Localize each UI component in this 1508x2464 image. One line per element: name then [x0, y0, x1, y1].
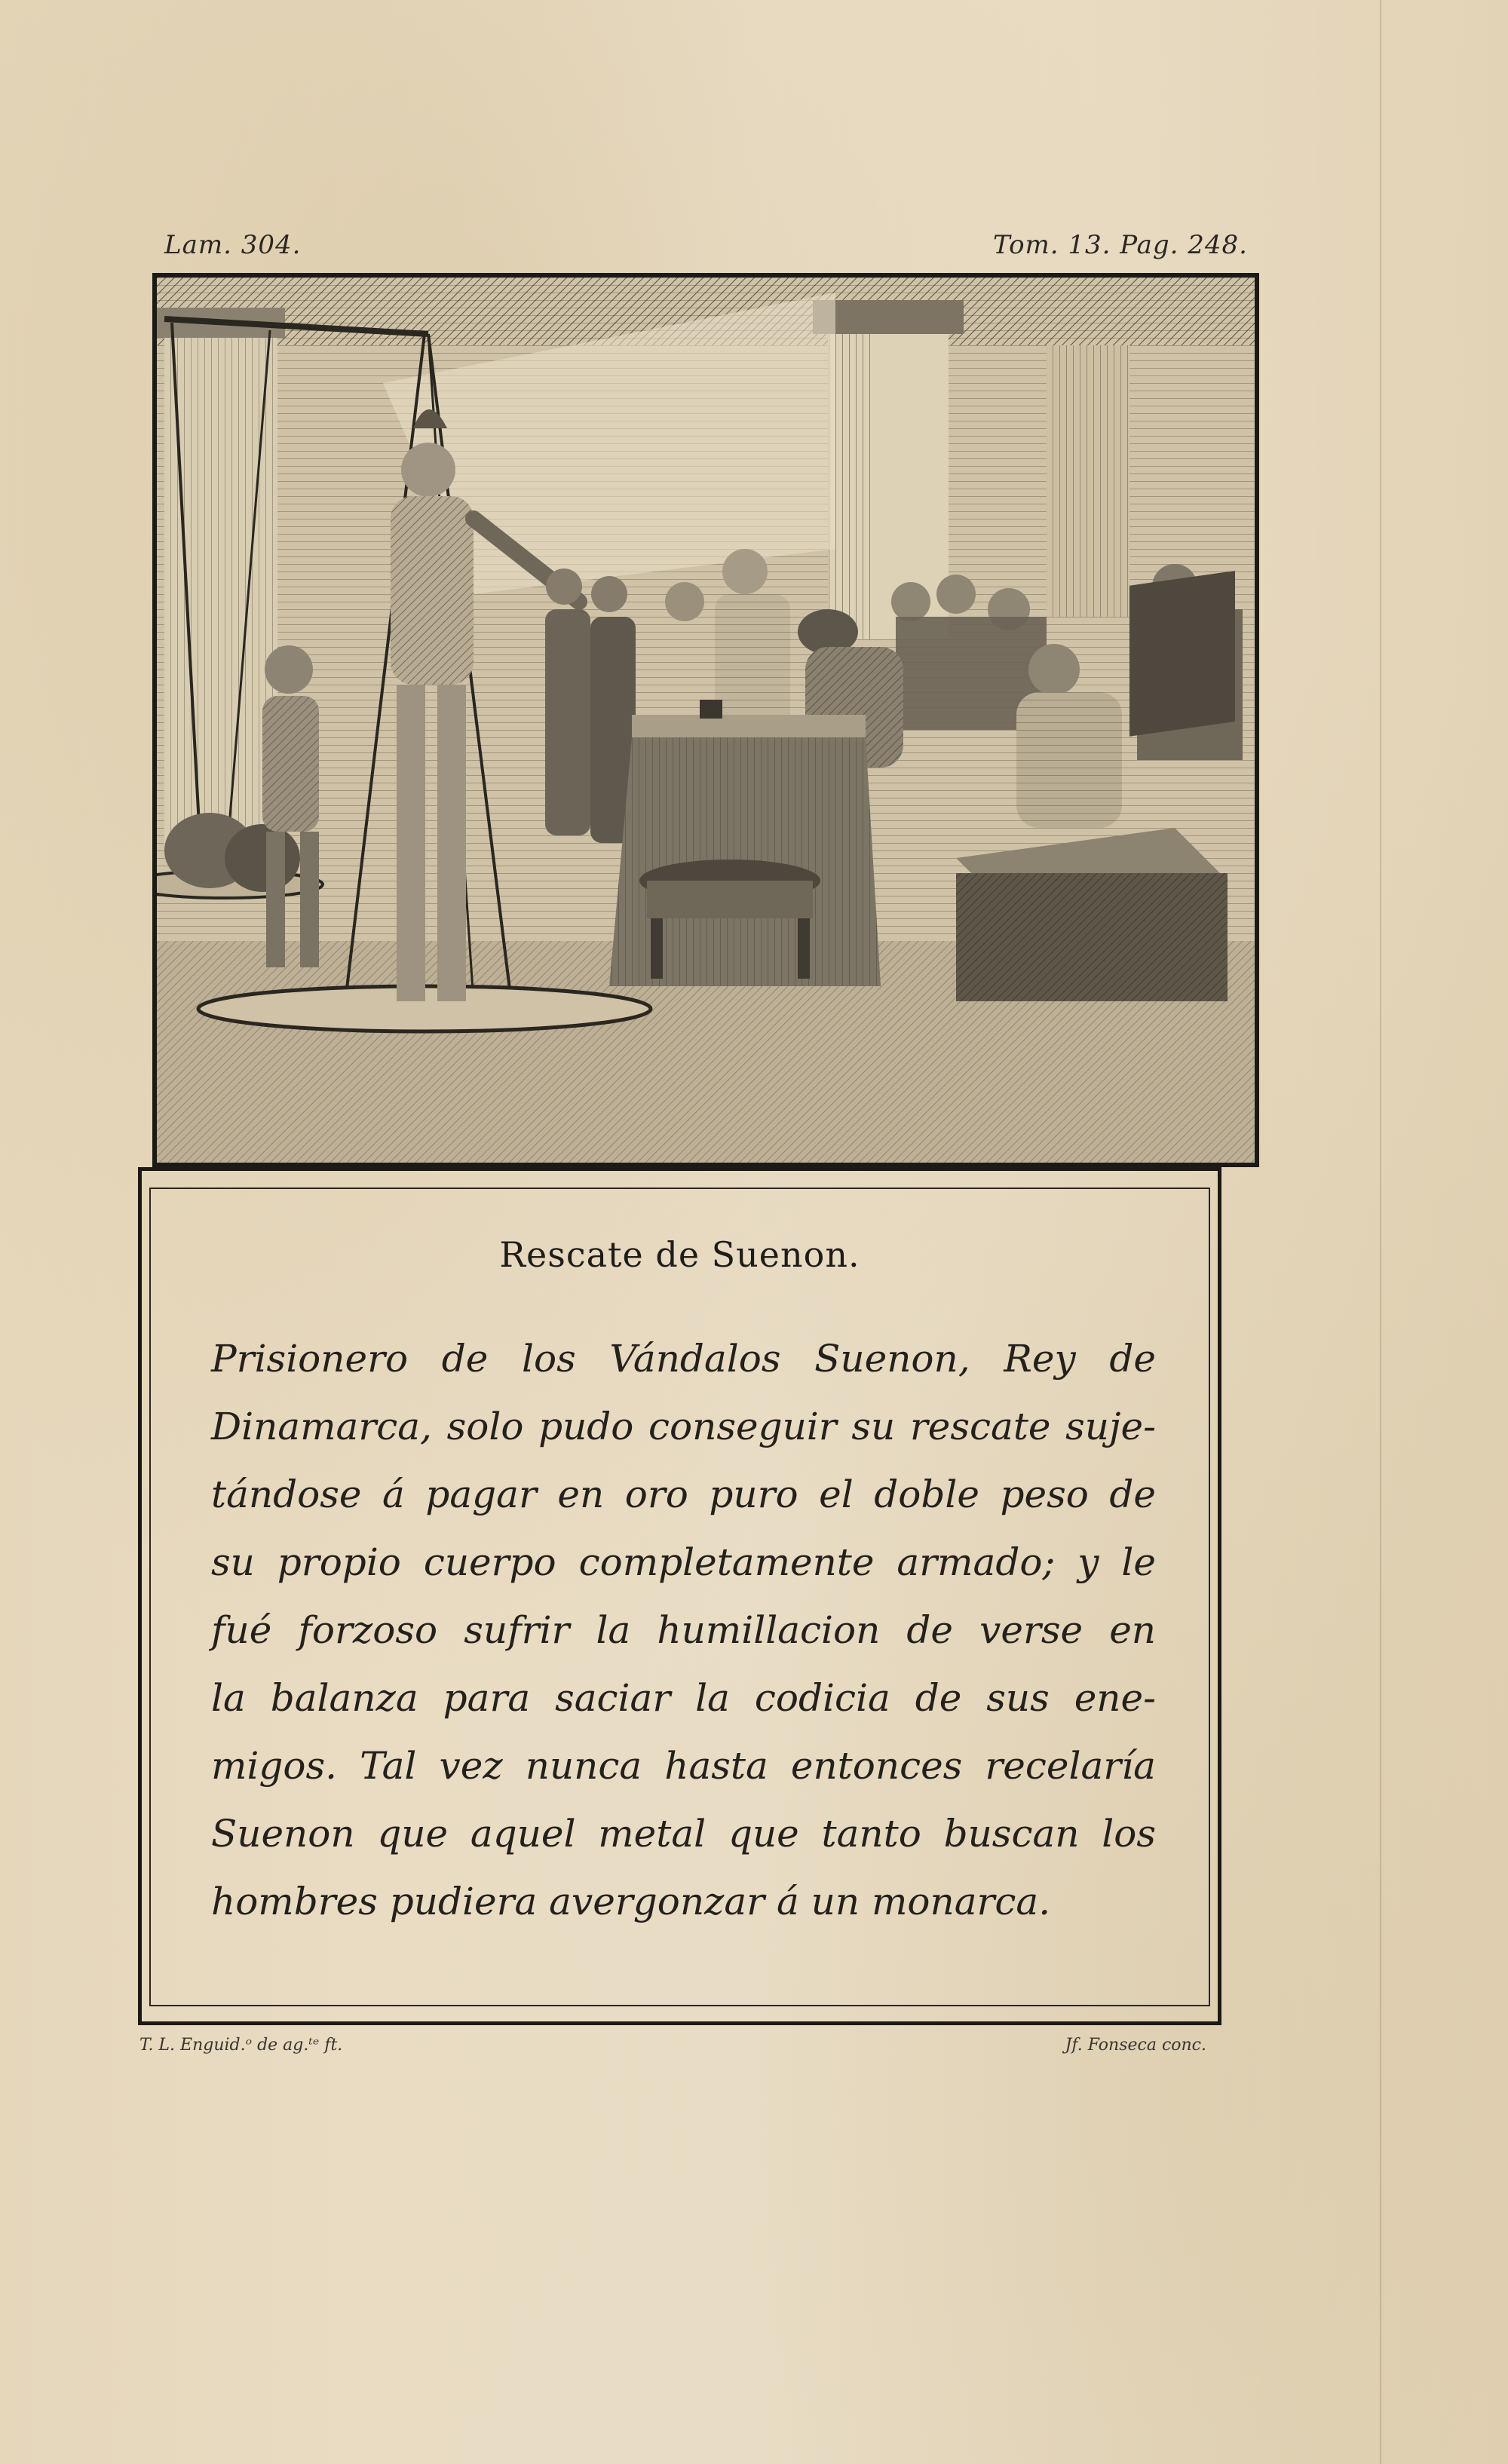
caption-line: Prisionero de los Vándalos Suenon, Rey de [211, 1337, 1156, 1381]
caption-line: hombres pudiera avergonzar á un monarca. [211, 1880, 1051, 1923]
plate-number: Lam. 304. [164, 230, 302, 260]
caption-line: Dinamarca, solo pudo conseguir su rescate suje- [211, 1405, 1156, 1448]
caption-title: Rescate de Suenon. [499, 1234, 860, 1275]
writing-table [609, 700, 881, 986]
caption-line: Suenon que aquel metal que tanto buscan los [211, 1812, 1156, 1856]
caption-line: fué forzoso sufrir la humillacion de verse en [211, 1608, 1156, 1652]
column-right [1047, 345, 1129, 617]
caption-inner-border [149, 1188, 1210, 2006]
caption-panel [138, 1167, 1221, 2025]
caption-line: su propio cuerpo completamente armado; y le [211, 1540, 1156, 1584]
caption-line: migos. Tal vez nunca hasta entonces recelaría [211, 1744, 1156, 1788]
engraver-credit: T. L. Enguid.ᵒ de ag.ᵗᵉ ft. [139, 2036, 343, 2055]
engraving-illustration [152, 273, 1259, 1167]
volume-page-reference: Tom. 13. Pag. 248. [993, 230, 1248, 260]
caption-body [211, 1325, 1156, 1935]
finisher-credit: Jf. Fonseca conc. [1065, 2036, 1206, 2055]
caption-line: la balanza para saciar la codicia de sus ene- [211, 1676, 1156, 1720]
engraving-scene [157, 277, 1255, 1163]
caption-line: tándose á pagar en oro puro el doble peso de [211, 1473, 1156, 1516]
